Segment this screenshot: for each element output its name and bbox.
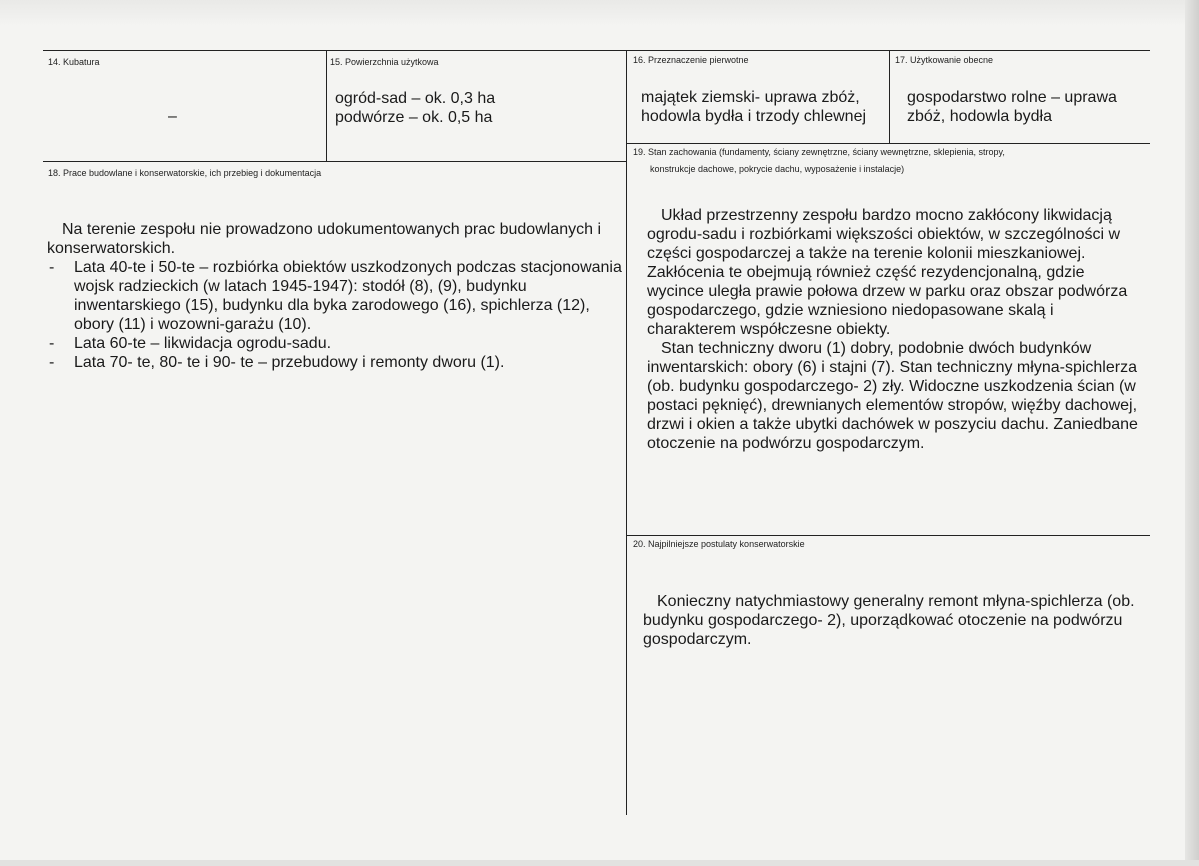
field-19-paragraph-2: Stan techniczny dworu (1) dobry, podobnie dwóch budynków inwentarskich: obory (6) i stajni (7). Stan techniczny młyna-spichlerza (ob. budynku gospodarczego- 2) zły. Widoczne uszkodzenia ścian (w postaci pęknięć), drewnianych elementów stropów, więźby dachowej, drzwi i okien a także ubytki dachówek w poszyciu dachu. Zaniedbane otoczenie na podwórzu gospodarczym.	[647, 340, 1138, 452]
field-20-text: Konieczny natychmiastowy generalny remont młyna-spichlerza (ob. budynku gospodarczego- 2), uporządkować otoczenie na podwórzu gospodarczym.	[643, 593, 1135, 648]
field-16-line-1: majątek ziemski- uprawa zbóż,	[641, 89, 860, 106]
field-18-list	[47, 258, 625, 372]
field-16-label: 16. Przeznaczenie pierwotne	[633, 55, 749, 65]
field-15-label: 15. Powierzchnia użytkowa	[330, 57, 439, 67]
scan-bottom-edge	[0, 860, 1199, 866]
field-15-line-2: podwórze – ok. 0,5 ha	[335, 109, 493, 126]
field-19-label-line-2: konstrukcje dachowe, pokrycie dachu, wyposażenie i instalacje)	[650, 164, 905, 174]
scan-top-band	[0, 0, 1199, 26]
divider-14-15	[326, 50, 327, 161]
list-item: - Lata 40-te i 50-te – rozbiórka obiektów uszkodzonych podczas stacjonowania wojsk radzieckich (w latach 1945-1947): stodół (8), (9), budynku inwentarskiego (15), budynku dla byka zarodowego (16), spichlerza (12), obory (11) i wozowni-garażu (10).	[47, 258, 625, 334]
field-16-line-2: hodowla bydła i trzody chlewnej	[641, 108, 867, 125]
field-14-value: –	[168, 108, 177, 125]
field-15-value	[335, 89, 620, 127]
field-15-line-1: ogród-sad – ok. 0,3 ha	[335, 90, 496, 107]
field-17-line-2: zbóż, hodowla bydła	[907, 108, 1052, 125]
field-20-content	[643, 592, 1143, 649]
field-17-label: 17. Użytkowanie obecne	[895, 55, 994, 65]
field-18-intro: Na terenie zespołu nie prowadzono udokumentowanych prac budowlanych i konserwatorskich.	[47, 221, 601, 257]
field-16-value	[641, 88, 886, 126]
field-18-content	[47, 220, 625, 372]
line-under-14-15	[43, 161, 626, 162]
line-above-20	[626, 535, 1150, 536]
line-under-16-17	[626, 143, 1150, 144]
scan-right-edge	[1185, 0, 1199, 866]
field-20-label: 20. Najpilniejsze postulaty konserwatorskie	[633, 539, 805, 549]
divider-main	[626, 50, 627, 815]
field-19-label-line-1: 19. Stan zachowania (fundamenty, ściany zewnętrzne, ściany wewnętrzne, sklepienia, stropy,	[633, 147, 1005, 157]
top-border-line	[43, 50, 1150, 51]
divider-16-17	[889, 50, 890, 143]
field-14-label: 14. Kubatura	[48, 57, 100, 67]
field-17-value	[907, 88, 1147, 126]
field-18-label: 18. Prace budowlane i konserwatorskie, ich przebieg i dokumentacja	[48, 168, 322, 178]
list-item: - Lata 70- te, 80- te i 90- te – przebudowy i remonty dworu (1).	[47, 353, 625, 372]
field-19-content	[647, 206, 1144, 453]
field-19-paragraph-1: Układ przestrzenny zespołu bardzo mocno zakłócony likwidacją ogrodu-sadu i rozbiórkami większości obiektów, w szczególności w części gospodarczej a także na terenie kolonii mieszkaniowej. Zakłócenia te obejmują również część rezydencjonalną, gdzie wycince uległa prawie połowa drzew w parku oraz obszar podwórza gospodarczego, gdzie wzniesiono niedopasowane skalą i charakterem współczesne obiekty.	[647, 207, 1128, 338]
list-item: - Lata 60-te – likwidacja ogrodu-sadu.	[47, 334, 625, 353]
field-17-line-1: gospodarstwo rolne – uprawa	[907, 89, 1117, 106]
